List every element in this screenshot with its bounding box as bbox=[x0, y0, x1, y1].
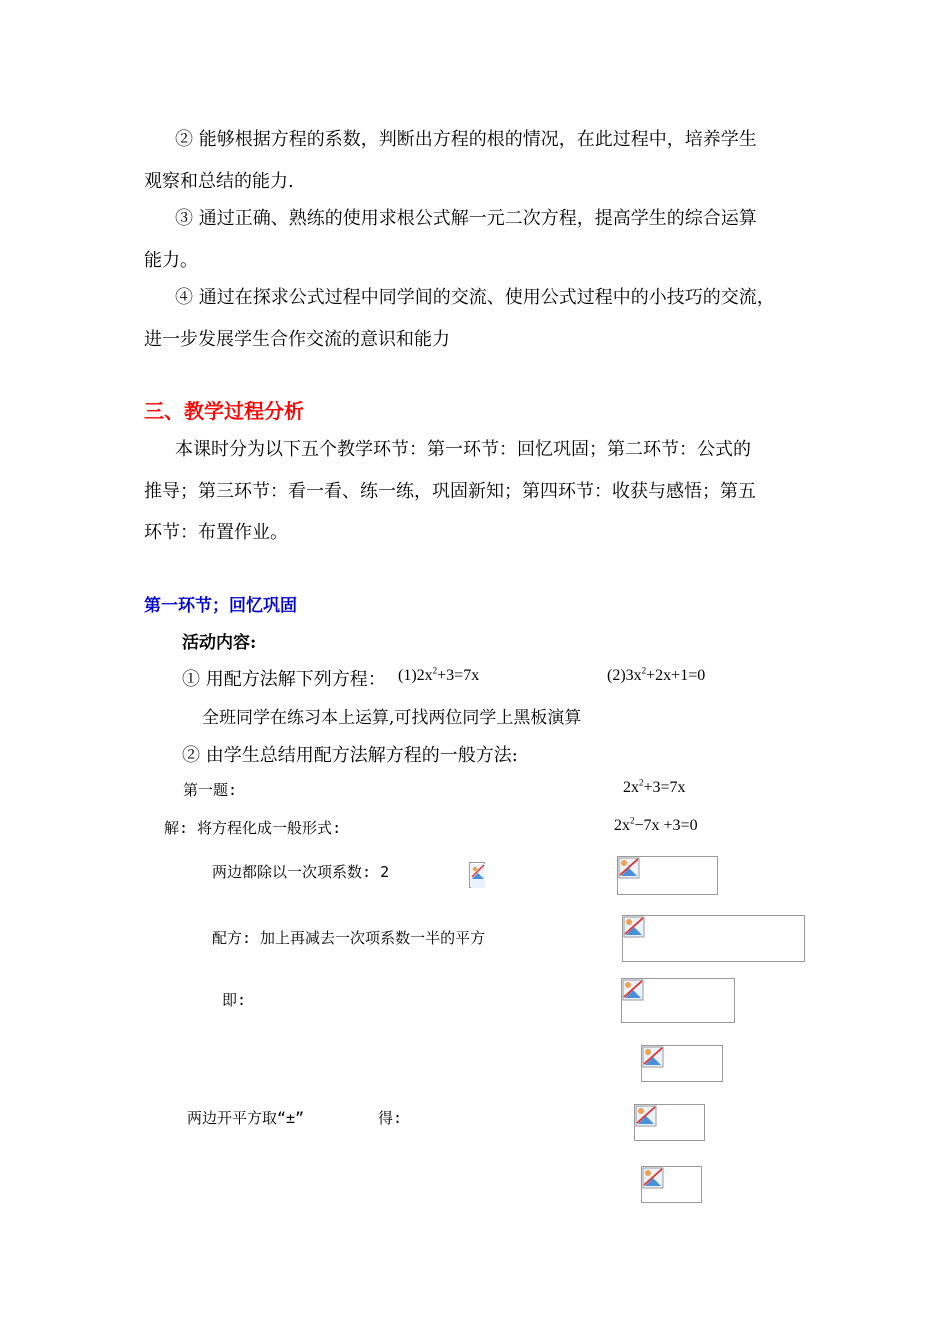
equation-1-rhs: +3=7x bbox=[437, 667, 480, 684]
objective-3-line1: ③ 通过正确、熟练的使用求根公式解一元二次方程，提高学生的综合运算 bbox=[175, 208, 757, 229]
broken-image-icon bbox=[621, 978, 735, 1023]
section-paragraph-line3: 环节：布置作业。 bbox=[144, 522, 288, 543]
general-form-exponent: 2 bbox=[630, 815, 635, 826]
objective-2-line2: 观察和总结的能力. bbox=[144, 171, 294, 192]
step1-heading: 第一环节；回忆巩固 bbox=[144, 596, 297, 616]
question-equation-lhs: 2x bbox=[623, 779, 639, 796]
step-square-root: 两边开平方取“±” bbox=[187, 1109, 305, 1127]
broken-image-icon bbox=[622, 915, 805, 962]
item2: ② 由学生总结用配方法解方程的一般方法: bbox=[182, 745, 518, 766]
question-equation-rhs: +3=7x bbox=[643, 779, 686, 796]
step-get: 得: bbox=[378, 1109, 403, 1127]
question-equation-exponent: 2 bbox=[639, 777, 644, 788]
step-ie: 即: bbox=[222, 991, 247, 1009]
objective-4-line2: 进一步发展学生合作交流的意识和能力 bbox=[144, 329, 450, 350]
equation-2-lhs: (2)3x bbox=[607, 667, 642, 684]
equation-1-exponent: 2 bbox=[432, 665, 438, 676]
equation-2-exponent: 2 bbox=[641, 665, 647, 676]
general-form-equation bbox=[614, 817, 698, 835]
question-label: 第一题: bbox=[183, 781, 238, 799]
objective-4-line1: ④ 通过在探求公式过程中同学间的交流、使用公式过程中的小技巧的交流， bbox=[175, 287, 775, 308]
solve-label: 解: 将方程化成一般形式: bbox=[164, 819, 342, 837]
equation-2-rhs: +2x+1=0 bbox=[646, 667, 706, 684]
broken-image-icon bbox=[469, 862, 485, 888]
broken-image-icon bbox=[641, 1166, 702, 1203]
section-paragraph-line2: 推导；第三环节：看一看、练一练，巩固新知；第四环节：收获与感悟；第五 bbox=[144, 481, 756, 502]
step-complete-square: 配方: 加上再减去一次项系数一半的平方 bbox=[212, 929, 486, 947]
objective-2-line1: ② 能够根据方程的系数，判断出方程的根的情况，在此过程中，培养学生 bbox=[175, 129, 757, 150]
activity-label: 活动内容: bbox=[182, 633, 257, 653]
broken-image-icon bbox=[617, 856, 718, 895]
step-divide: 两边都除以一次项系数: 2 bbox=[212, 863, 390, 881]
general-form-rhs: −7x +3=0 bbox=[634, 817, 698, 834]
broken-image-icon bbox=[641, 1045, 723, 1082]
section-paragraph-line1: 本课时分为以下五个教学环节：第一环节：回忆巩固；第二环节：公式的 bbox=[175, 439, 751, 460]
general-form-lhs: 2x bbox=[614, 817, 630, 834]
item1-prefix: ① 用配方法解下列方程： bbox=[182, 669, 386, 690]
class-note: 全班同学在练习本上运算,可找两位同学上黑板演算 bbox=[202, 708, 582, 728]
equation-1 bbox=[398, 667, 479, 685]
broken-image-icon bbox=[634, 1104, 705, 1141]
section-heading: 三、教学过程分析 bbox=[144, 399, 304, 423]
equation-1-lhs: (1)2x bbox=[398, 667, 433, 684]
objective-3-line2: 能力。 bbox=[144, 250, 198, 271]
equation-2 bbox=[607, 667, 705, 685]
question-equation bbox=[623, 779, 686, 797]
